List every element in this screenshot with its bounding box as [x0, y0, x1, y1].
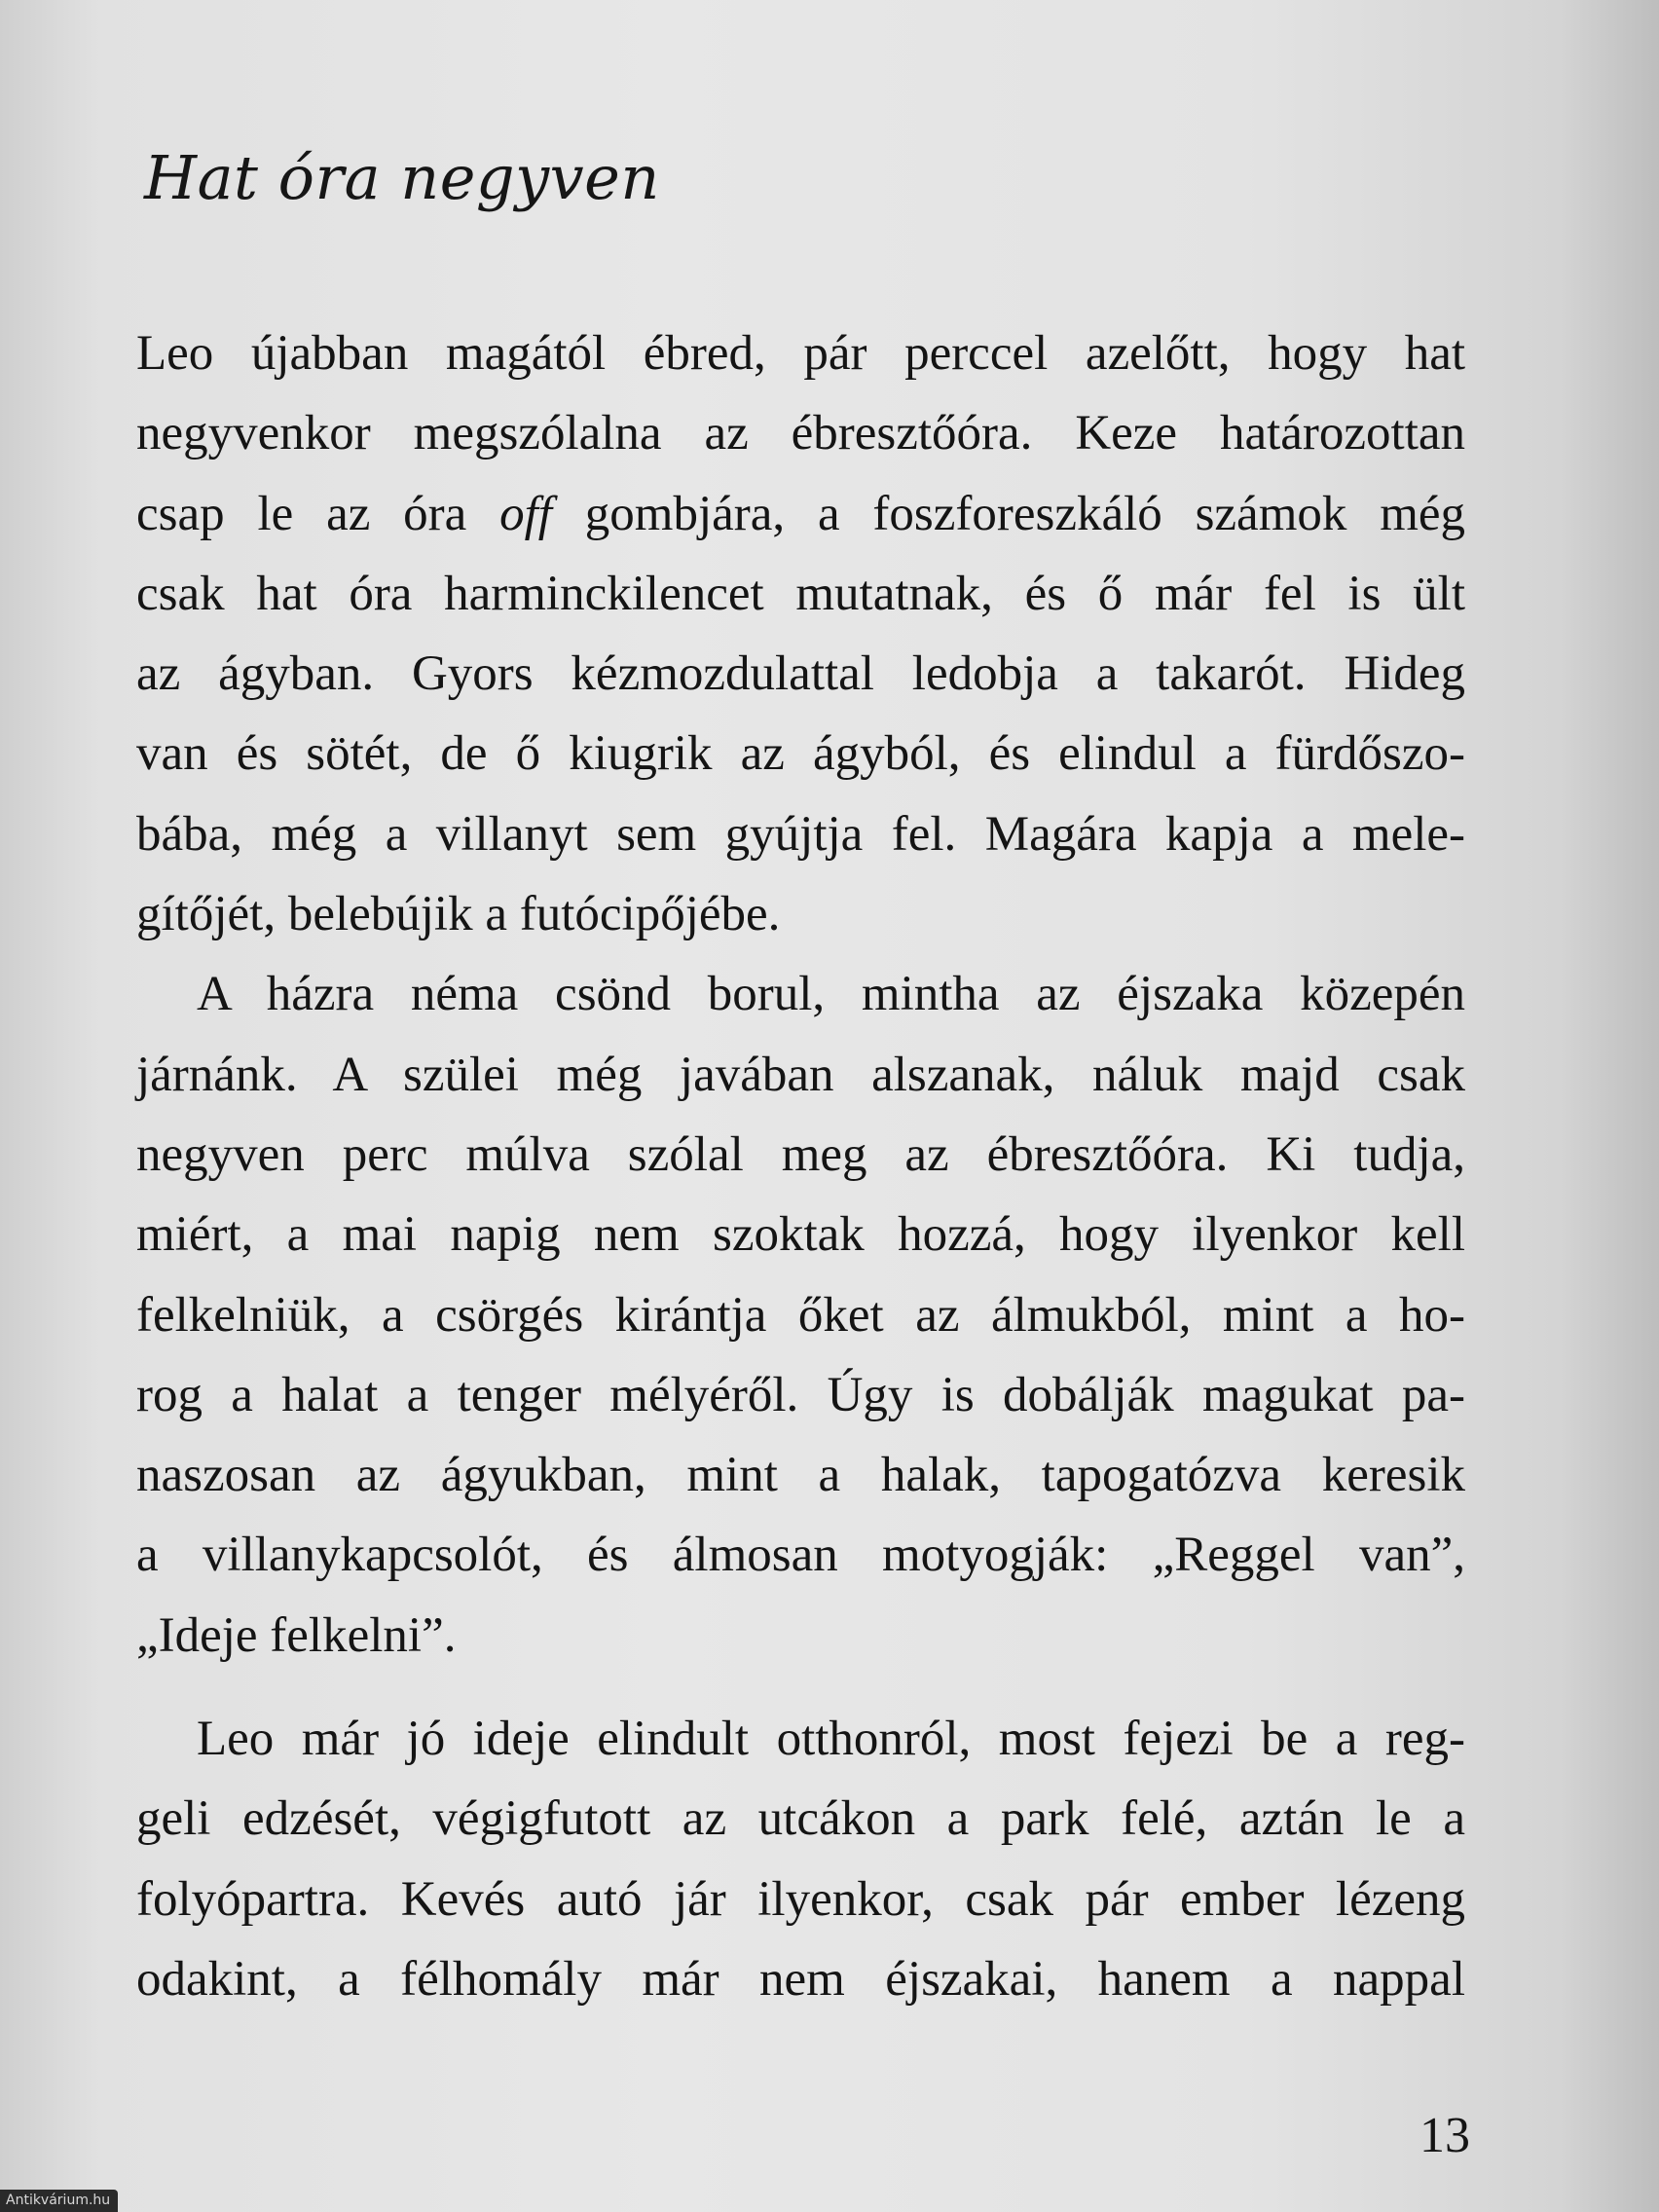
text-line: rog a halat a tenger mélyéről. Úgy is dobálják magukat pa-: [136, 1367, 1465, 1422]
body-text: [136, 313, 1465, 2019]
text-line: naszosan az ágyukban, mint a halak, tapogatózva keresik: [136, 1448, 1465, 1503]
text-line: negyvenkor megszólalna az ébresztőóra. Keze határozottan: [136, 406, 1465, 461]
text-line: negyven perc múlva szólal meg az ébresztőóra. Ki tudja,: [136, 1126, 1465, 1182]
paragraph-3: [136, 1699, 1465, 2019]
text-line: Leo újabban magától ébred, pár perccel azelőtt, hogy hat: [136, 326, 1465, 381]
text-line-content: A házra néma csönd borul, mintha az éjszaka közepén: [197, 967, 1465, 1022]
text-line-first: [136, 954, 1465, 1034]
text-line: „Ideje felkelni”.: [136, 1607, 457, 1663]
text-line: gítőjét, belebújik a futócipőjébe.: [136, 887, 781, 942]
text-line: bába, még a villanyt sem gyújtja fel. Magára kapja a mele-: [136, 806, 1465, 862]
text-line: van és sötét, de ő kiugrik az ágyból, és elindul a fürdőszo-: [136, 726, 1465, 782]
text-line: járnánk. A szülei még javában alszanak, náluk majd csak: [136, 1047, 1465, 1102]
text-line-first: [136, 1699, 1465, 1779]
chapter-title: Hat óra negyven: [144, 142, 660, 213]
page-number: 13: [1419, 2108, 1470, 2163]
text-line: csak hat óra harminckilencet mutatnak, és ő már fel is ült: [136, 566, 1465, 621]
text-line: az ágyban. Gyors kézmozdulattal ledobja a takarót. Hideg: [136, 646, 1465, 702]
text-line: odakint, a félhomály már nem éjszakai, hanem a nappal: [136, 1951, 1465, 2007]
paragraph-2: [136, 954, 1465, 1676]
text-line: miért, a mai napig nem szoktak hozzá, hogy ilyenkor kell: [136, 1207, 1465, 1263]
text-line: felkelniük, a csörgés kirántja őket az álmukból, mint a ho-: [136, 1287, 1465, 1343]
text-line: a villanykapcsolót, és álmosan motyogják: „Reggel van”,: [136, 1528, 1465, 1583]
text-line: geli edzését, végigfutott az utcákon a park felé, aztán le a: [136, 1791, 1465, 1847]
text-line: folyópartra. Kevés autó jár ilyenkor, csak pár ember lézeng: [136, 1871, 1465, 1927]
watermark: Antikvárium.hu: [0, 2190, 118, 2212]
paragraph-1: [136, 313, 1465, 954]
text-line: csap le az óra off gombjára, a foszforeszkáló számok még: [136, 486, 1465, 541]
text-line-content: Leo már jó ideje elindult otthonról, most fejezi be a reg-: [197, 1712, 1465, 1767]
